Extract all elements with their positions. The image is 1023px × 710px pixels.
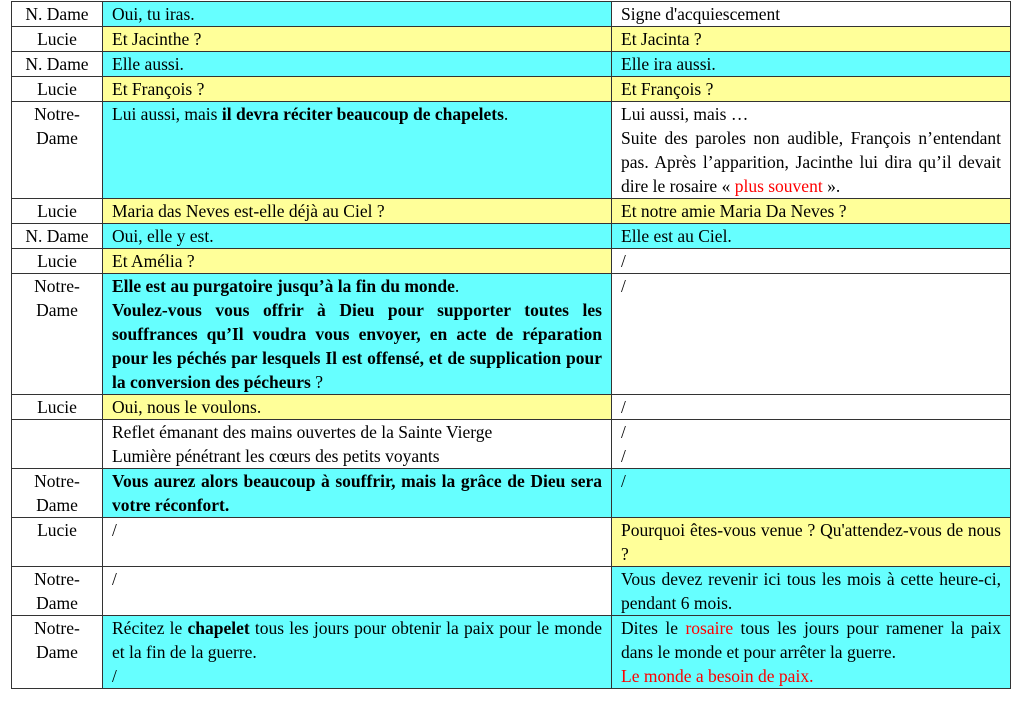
message-cell — [103, 616, 612, 689]
paragraph — [112, 567, 602, 591]
text-run: Elle est au Ciel. — [621, 226, 732, 246]
paragraph — [621, 102, 1001, 126]
table-row — [12, 77, 1011, 102]
interpretation-cell — [612, 224, 1011, 249]
text-run: Et François ? — [112, 79, 205, 99]
paragraph — [112, 420, 602, 444]
highlight-text: Le monde a besoin de paix. — [621, 666, 814, 686]
message-cell — [103, 567, 612, 616]
message-cell — [103, 2, 612, 27]
interpretation-cell — [612, 395, 1011, 420]
text-run: Et notre amie Maria Da Neves ? — [621, 201, 847, 221]
speaker-cell: Lucie — [12, 518, 103, 567]
paragraph — [621, 420, 1001, 444]
interpretation-cell — [612, 469, 1011, 518]
text-run: Oui, elle y est. — [112, 226, 214, 246]
text-run: . — [454, 276, 460, 296]
speaker-cell: Lucie — [12, 395, 103, 420]
interpretation-cell — [612, 102, 1011, 199]
speaker-cell: Notre-Dame — [12, 102, 103, 199]
interpretation-cell — [612, 27, 1011, 52]
text-run: Elle est au purgatoire jusqu’à la fin du monde — [112, 276, 455, 296]
text-run: Et Jacinthe ? — [112, 29, 202, 49]
table-row — [12, 518, 1011, 567]
speaker-cell: Notre-Dame — [12, 274, 103, 395]
text-run: Maria das Neves est-elle déjà au Ciel ? — [112, 201, 385, 221]
text-run: / — [621, 397, 626, 417]
table-row — [12, 616, 1011, 689]
paragraph — [621, 2, 1001, 26]
paragraph — [621, 444, 1001, 468]
interpretation-cell — [612, 616, 1011, 689]
message-cell — [103, 249, 612, 274]
text-run: tous les jours pour obtenir la paix pour le monde et la fin de la guerre. — [112, 618, 602, 662]
highlight-text: rosaire — [685, 618, 734, 638]
table-row — [12, 469, 1011, 518]
paragraph — [112, 469, 602, 517]
speaker-cell: Lucie — [12, 199, 103, 224]
text-run: Oui, tu iras. — [112, 4, 195, 24]
speaker-cell: Notre-Dame — [12, 567, 103, 616]
paragraph — [621, 616, 1001, 664]
message-cell — [103, 518, 612, 567]
message-cell — [103, 224, 612, 249]
interpretation-cell — [612, 199, 1011, 224]
paragraph — [112, 224, 602, 248]
interpretation-cell — [612, 52, 1011, 77]
text-run: Lui aussi, mais — [112, 104, 222, 124]
text-run: Signe d'acquiescement — [621, 4, 781, 24]
table-row — [12, 224, 1011, 249]
paragraph — [112, 77, 602, 101]
paragraph — [621, 77, 1001, 101]
paragraph — [621, 395, 1001, 419]
text-run: Lumière pénétrant les cœurs des petits voyants — [112, 446, 440, 466]
text-run: Vous aurez alors beaucoup à souffrir, mais la grâce de Dieu sera votre réconfort. — [112, 471, 602, 515]
speaker-cell: N. Dame — [12, 52, 103, 77]
text-run: / — [621, 446, 626, 466]
interpretation-cell — [612, 2, 1011, 27]
paragraph — [621, 199, 1001, 223]
interpretation-cell — [612, 567, 1011, 616]
paragraph — [621, 518, 1001, 566]
interpretation-cell — [612, 274, 1011, 395]
text-run: / — [621, 471, 626, 491]
paragraph — [112, 298, 602, 394]
table-row — [12, 199, 1011, 224]
text-run: ». — [822, 176, 841, 196]
message-cell — [103, 420, 612, 469]
interpretation-cell — [612, 518, 1011, 567]
speaker-cell — [12, 420, 103, 469]
text-run: / — [112, 569, 117, 589]
table-row — [12, 274, 1011, 395]
speaker-cell: Lucie — [12, 249, 103, 274]
text-run: Reflet émanant des mains ouvertes de la Sainte Vierge — [112, 422, 493, 442]
message-cell — [103, 52, 612, 77]
text-run: ? — [310, 372, 323, 392]
paragraph — [621, 567, 1001, 615]
text-run: Lui aussi, mais … — [621, 104, 749, 124]
speaker-cell: Notre-Dame — [12, 469, 103, 518]
paragraph — [112, 249, 602, 273]
message-cell — [103, 77, 612, 102]
paragraph — [112, 27, 602, 51]
text-run: Elle ira aussi. — [621, 54, 716, 74]
table-row — [12, 2, 1011, 27]
paragraph — [112, 274, 602, 298]
speaker-cell: Lucie — [12, 27, 103, 52]
text-run: . — [503, 104, 509, 124]
text-run: Récitez le — [112, 618, 188, 638]
text-run: Suite des paroles non audible, François n’entendant pas. Après l’apparition, Jacinthe lui dira qu’il devait dire le rosaire « — [621, 128, 1001, 196]
message-cell — [103, 395, 612, 420]
text-run: / — [621, 276, 626, 296]
text-run: Et Jacinta ? — [621, 29, 702, 49]
text-run: Oui, nous le voulons. — [112, 397, 262, 417]
table-row — [12, 567, 1011, 616]
paragraph — [621, 274, 1001, 298]
paragraph — [112, 518, 602, 542]
interpretation-cell — [612, 249, 1011, 274]
speaker-cell: N. Dame — [12, 2, 103, 27]
interpretation-cell — [612, 420, 1011, 469]
table-row — [12, 395, 1011, 420]
paragraph — [621, 469, 1001, 493]
text-run: / — [621, 251, 626, 271]
table-row — [12, 102, 1011, 199]
message-cell — [103, 199, 612, 224]
text-run: Pourquoi êtes-vous venue ? Qu'attendez-vous de nous ? — [621, 520, 1001, 564]
paragraph — [621, 664, 1001, 688]
paragraph — [621, 27, 1001, 51]
interpretation-cell — [612, 77, 1011, 102]
text-run: Elle aussi. — [112, 54, 184, 74]
text-run: Et François ? — [621, 79, 714, 99]
dialogue-table — [11, 1, 1011, 689]
paragraph — [112, 664, 602, 688]
paragraph — [112, 616, 602, 664]
speaker-cell: N. Dame — [12, 224, 103, 249]
paragraph — [621, 224, 1001, 248]
text-run: / — [621, 422, 626, 442]
text-run: tous les jours pour ramener la paix dans le monde et pour arrêter la guerre. — [621, 618, 1001, 662]
text-run: / — [112, 666, 117, 686]
text-run: Dites le — [621, 618, 686, 638]
paragraph — [112, 199, 602, 223]
speaker-cell: Lucie — [12, 77, 103, 102]
paragraph — [621, 126, 1001, 198]
paragraph — [621, 249, 1001, 273]
text-run: Et Amélia ? — [112, 251, 195, 271]
paragraph — [112, 444, 602, 468]
table-row — [12, 52, 1011, 77]
paragraph — [112, 2, 602, 26]
text-run: chapelet — [187, 618, 250, 638]
text-run: il devra réciter beaucoup de chapelets — [221, 104, 504, 124]
paragraph — [112, 395, 602, 419]
table-row — [12, 420, 1011, 469]
text-run: Vous devez revenir ici tous les mois à cette heure-ci, pendant 6 mois. — [621, 569, 1001, 613]
paragraph — [112, 52, 602, 76]
table-row — [12, 249, 1011, 274]
message-cell — [103, 102, 612, 199]
table-row — [12, 27, 1011, 52]
highlight-text: plus souvent — [734, 176, 823, 196]
text-run: / — [112, 520, 117, 540]
message-cell — [103, 274, 612, 395]
paragraph — [112, 102, 602, 126]
message-cell — [103, 469, 612, 518]
text-run: Voulez-vous vous offrir à Dieu pour supporter toutes les souffrances qu’Il voudra vous envoyer, en acte de réparation pour les péchés par lesquels Il est offensé, et de supplication pour la conversion des pécheurs — [112, 300, 602, 392]
speaker-cell: Notre-Dame — [12, 616, 103, 689]
paragraph — [621, 52, 1001, 76]
message-cell — [103, 27, 612, 52]
